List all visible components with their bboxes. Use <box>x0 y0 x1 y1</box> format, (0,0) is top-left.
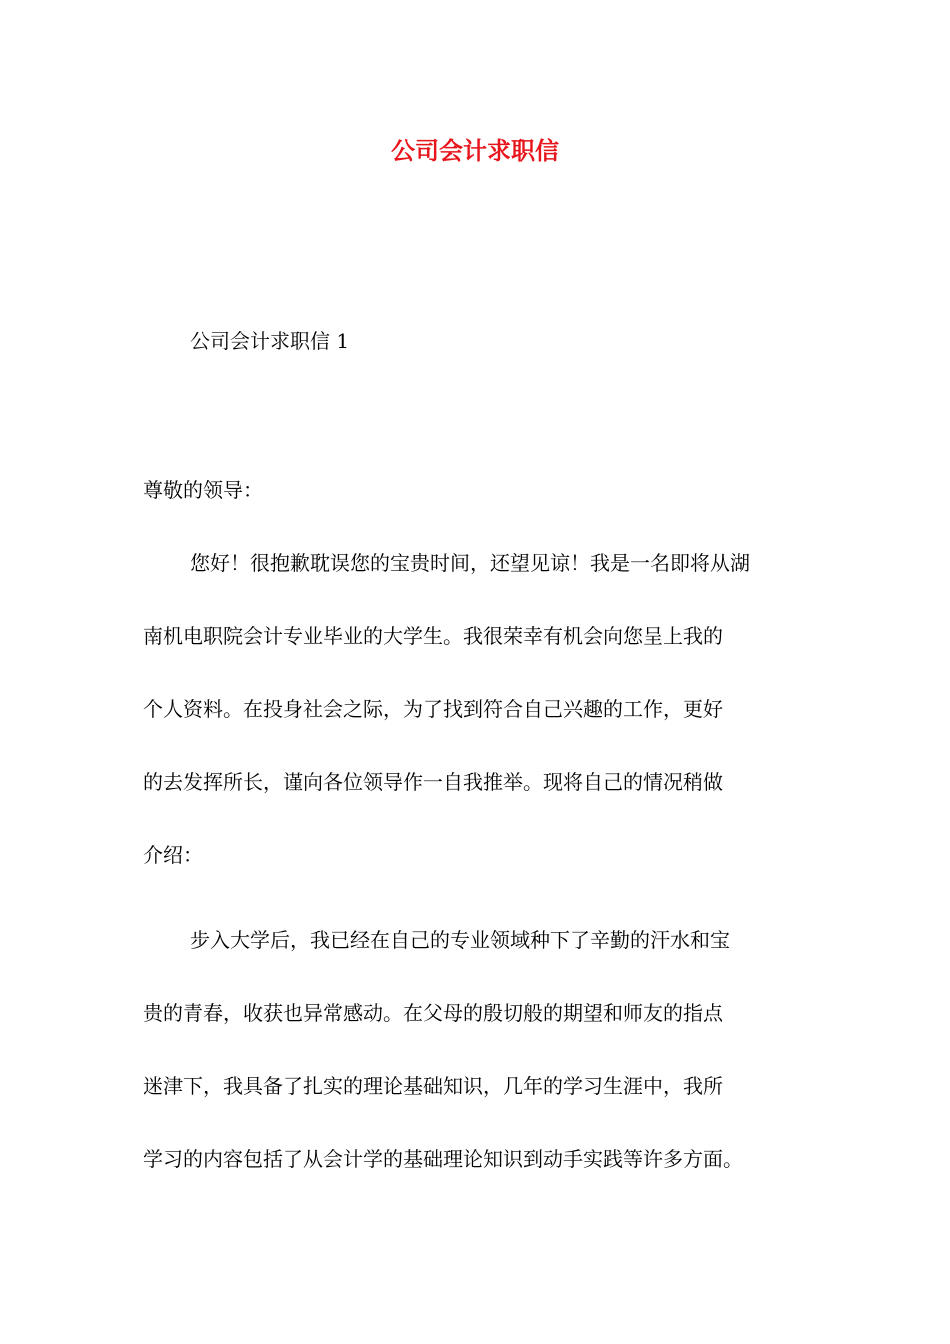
paragraph-introduction <box>143 527 813 892</box>
paragraph-line: 的去发挥所长，谨向各位领导作一自我推举。现将自己的情况稍做 <box>143 770 723 794</box>
document-title: 公司会计求职信 <box>391 137 559 165</box>
paragraph-line: 介绍： <box>143 843 203 867</box>
paragraph-line: 您好！很抱歉耽误您的宝贵时间，还望见谅！我是一名即将从湖 <box>190 551 750 575</box>
paragraph-line: 迷津下，我具备了扎实的理论基础知识，几年的学习生涯中，我所 <box>143 1074 723 1098</box>
paragraph-line: 个人资料。在投身社会之际，为了找到符合自己兴趣的工作，更好 <box>143 697 723 721</box>
paragraph-line: 步入大学后，我已经在自己的专业领域种下了辛勤的汗水和宝 <box>190 928 730 952</box>
paragraph-line: 贵的青春，收获也异常感动。在父母的殷切般的期望和师友的指点 <box>143 1001 723 1025</box>
paragraph-line: 南机电职院会计专业毕业的大学生。我很荣幸有机会向您呈上我的 <box>143 624 723 648</box>
paragraph-university <box>143 904 813 1196</box>
paragraph-line: 学习的内容包括了从会计学的基础理论知识到动手实践等许多方面。 <box>143 1147 743 1171</box>
letter-subtitle: 公司会计求职信 1 <box>190 329 350 353</box>
salutation: 尊敬的领导： <box>143 478 263 502</box>
